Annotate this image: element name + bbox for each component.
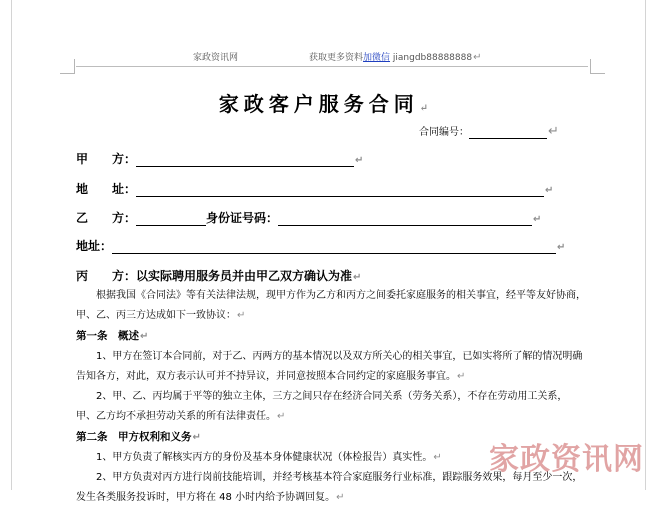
paragraph-mark-icon: ↵ xyxy=(336,492,345,503)
paragraph-mark-icon: ↵ xyxy=(192,432,201,443)
paragraph-mark-icon: ↵ xyxy=(419,103,434,114)
paragraph-mark-icon: ↵ xyxy=(457,371,466,382)
crop-mark-top-left xyxy=(60,59,75,74)
document-title-text: 家政客户服务合同 xyxy=(218,92,419,116)
party-b-blank[interactable] xyxy=(136,225,206,226)
address-2-blank[interactable] xyxy=(112,253,556,254)
paragraph-mark-icon: ↵ xyxy=(353,272,362,283)
address-1-line xyxy=(76,180,553,197)
paragraph-mark-icon: ↵ xyxy=(277,411,286,422)
id-number-label: 身份证号码： xyxy=(206,211,279,225)
watermark-logo: 家政资讯网 xyxy=(489,442,644,477)
paragraph-mark-icon: ↵ xyxy=(355,155,364,166)
article-1-paragraph-2 xyxy=(76,387,586,427)
article-1-heading-text: 第一条 概述 xyxy=(76,330,139,342)
article-1-paragraph-1-text: 1、甲方在签订本合同前，对于乙、丙两方的基本情况以及双方所关心的相关事宜，已如实将所了解的情况明确告知各方，对此，双方表示认可并不持异议，并同意按照本合同约定的家庭服务事宜。 xyxy=(76,351,583,382)
article-1-heading xyxy=(76,326,586,347)
header-right xyxy=(309,50,481,63)
header-account-text: jiangdb88888888 xyxy=(392,53,473,63)
party-a-line xyxy=(76,150,363,167)
header-divider xyxy=(76,66,588,67)
header-left-text: 家政资讯网 xyxy=(193,53,239,63)
page-edge-right xyxy=(645,0,646,490)
paragraph-mark-icon: ↵ xyxy=(237,310,246,321)
id-number-blank[interactable] xyxy=(278,225,532,226)
intro-text: 根据我国《合同法》等有关法律法规，现甲方作为乙方和丙方之间委托家庭服务的相关事宜，经平等友好协商，甲、乙、丙三方达成如下一致协议： xyxy=(76,290,586,321)
page-edge-left xyxy=(11,0,12,490)
header-wechat-link[interactable]: 加微信 xyxy=(363,53,391,63)
paragraph-mark-icon: ↵ xyxy=(140,331,149,342)
article-1-paragraph-1 xyxy=(76,347,586,387)
paragraph-mark-icon: ↵ xyxy=(433,452,442,463)
address-2-line xyxy=(76,237,565,254)
address-1-blank[interactable] xyxy=(136,196,544,197)
article-1-paragraph-2-text: 2、甲、乙、丙均属于平等的独立主体，三方之间只存在经济合同关系（劳务关系），不存在劳动用工关系，甲、乙方均不承担劳动关系的所有法律责任。 xyxy=(76,391,568,422)
intro-paragraph xyxy=(76,286,586,326)
paragraph-mark-icon: ↵ xyxy=(545,185,554,196)
address-1-label: 地 址： xyxy=(76,182,137,196)
contract-number-blank[interactable] xyxy=(469,138,547,139)
party-c-line xyxy=(76,267,361,284)
article-2-paragraph-1-text: 1、甲方负责了解核实丙方的身份及基本身体健康状况（体检报告）真实性。 xyxy=(96,452,433,463)
contract-number-line xyxy=(419,123,559,139)
header-right-text: 获取更多资料 xyxy=(309,53,364,63)
article-2-paragraph-2-text: 2、甲方负责对丙方进行岗前技能培训，并经考核基本符合家庭服务行业标准，跟踪服务效果，每月至少一次，发生各类服务投诉时，甲方将在 48 小时内给予协调回复。 xyxy=(76,472,583,503)
document-title xyxy=(0,88,652,117)
party-a-label: 甲 方： xyxy=(76,152,137,166)
party-a-blank[interactable] xyxy=(136,166,354,167)
paragraph-mark-icon: ↵ xyxy=(557,242,566,253)
article-2-heading-text: 第二条 甲方权利和义务 xyxy=(76,431,192,443)
crop-mark-top-right xyxy=(590,59,605,74)
paragraph-mark-icon: ↵ xyxy=(473,52,482,63)
contract-number-label: 合同编号： xyxy=(419,127,469,138)
paragraph-mark-icon: ↵ xyxy=(548,124,559,139)
address-2-label: 地址： xyxy=(76,239,113,253)
party-c-text: 丙 方：以实际聘用服务员并由甲乙双方确认为准 xyxy=(76,269,353,283)
paragraph-mark-icon: ↵ xyxy=(533,214,542,225)
party-b-label: 乙 方： xyxy=(76,211,137,225)
party-b-line xyxy=(76,209,541,226)
